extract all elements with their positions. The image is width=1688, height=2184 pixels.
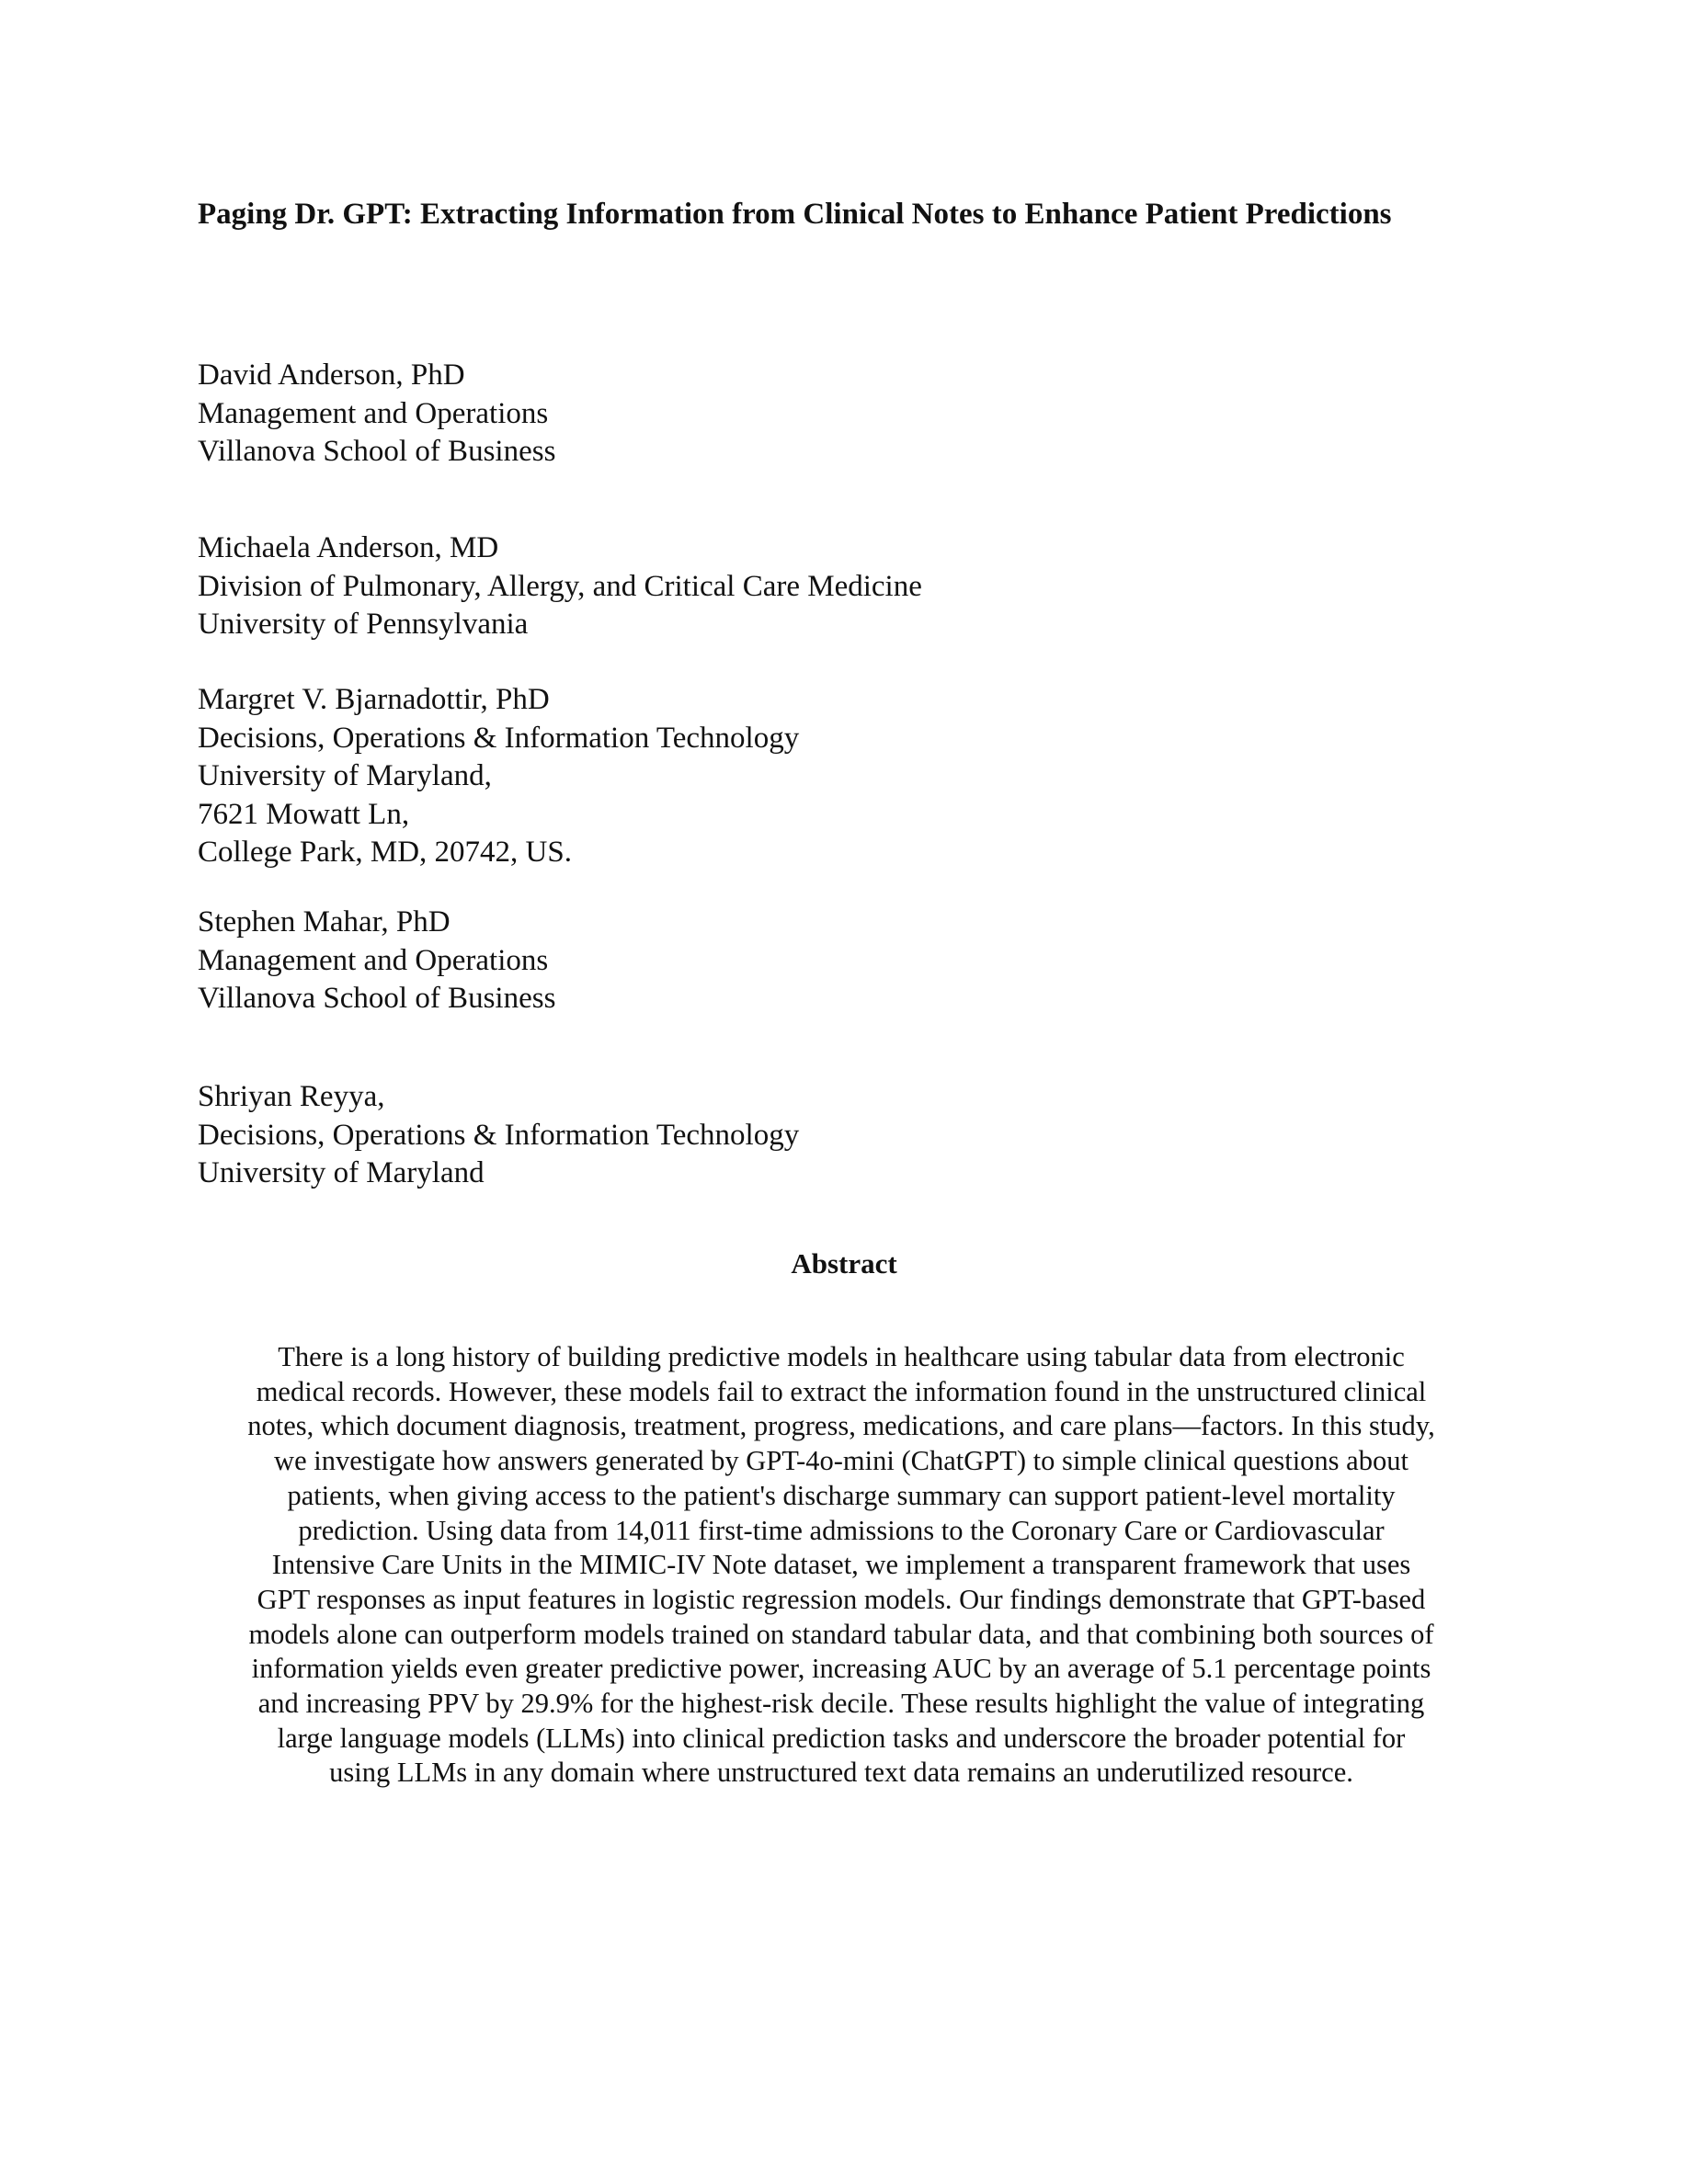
author-block-2 bbox=[198, 529, 922, 644]
abstract-line: and increasing PPV by 29.9% for the highest-risk decile. These results highlight the value of integrating bbox=[257, 1688, 1425, 1720]
paper-title: Paging Dr. GPT: Extracting Information from Clinical Notes to Enhance Patient Predictions bbox=[198, 198, 1392, 231]
author-block-1 bbox=[198, 357, 555, 472]
author-name: Shriyan Reyya, bbox=[198, 1080, 385, 1113]
abstract-line: notes, which document diagnosis, treatment, progress, medications, and care plans—factors. In this study, bbox=[247, 1410, 1435, 1442]
abstract-line: using LLMs in any domain where unstructured text data remains an underutilized resource. bbox=[329, 1757, 1353, 1789]
abstract-heading: Abstract bbox=[791, 1247, 897, 1280]
author-block-5 bbox=[198, 1078, 799, 1193]
author-block-4 bbox=[198, 904, 555, 1018]
author-block-3 bbox=[198, 681, 799, 872]
author-institution: Villanova School of Business bbox=[198, 435, 556, 468]
abstract-line: prediction. Using data from 14,011 first-time admissions to the Coronary Care or Cardiovascular bbox=[298, 1514, 1385, 1546]
abstract-line: models alone can outperform models trained on standard tabular data, and that combining both sources of bbox=[248, 1618, 1434, 1650]
abstract-line: information yields even greater predictive power, increasing AUC by an average of 5.1 percentage points bbox=[251, 1653, 1431, 1685]
author-name: Michaela Anderson, MD bbox=[198, 531, 499, 564]
author-department: Decisions, Operations & Information Technology bbox=[198, 1118, 800, 1152]
author-name: David Anderson, PhD bbox=[198, 358, 465, 392]
abstract-line: medical records. However, these models fail to extract the information found in the unstructured clinical bbox=[256, 1375, 1427, 1407]
abstract-line: There is a long history of building predictive models in healthcare using tabular data from electronic bbox=[278, 1341, 1405, 1372]
abstract-body bbox=[198, 1340, 1485, 1791]
abstract-line: Intensive Care Units in the MIMIC-IV Note dataset, we implement a transparent framework that uses bbox=[271, 1549, 1411, 1581]
author-department: Management and Operations bbox=[198, 943, 549, 977]
abstract-line: we investigate how answers generated by GPT-4o-mini (ChatGPT) to simple clinical questions about bbox=[274, 1445, 1409, 1477]
author-institution: University of Pennsylvania bbox=[198, 608, 529, 641]
author-name: Stephen Mahar, PhD bbox=[198, 905, 451, 938]
author-street-address: 7621 Mowatt Ln, bbox=[198, 797, 410, 831]
author-institution: University of Maryland bbox=[198, 1156, 485, 1189]
author-department: Decisions, Operations & Information Technology bbox=[198, 721, 800, 755]
author-department: Management and Operations bbox=[198, 396, 549, 430]
abstract-line: patients, when giving access to the patient's discharge summary can support patient-level mortality bbox=[287, 1479, 1396, 1511]
author-city-address: College Park, MD, 20742, US. bbox=[198, 836, 572, 869]
author-department: Division of Pulmonary, Allergy, and Critical Care Medicine bbox=[198, 569, 922, 603]
author-institution: Villanova School of Business bbox=[198, 982, 556, 1015]
abstract-line: large language models (LLMs) into clinical prediction tasks and underscore the broader potential for bbox=[277, 1722, 1406, 1754]
author-institution: University of Maryland, bbox=[198, 759, 492, 792]
author-name: Margret V. Bjarnadottir, PhD bbox=[198, 683, 550, 716]
abstract-line: GPT responses as input features in logistic regression models. Our findings demonstrate that GPT-based bbox=[257, 1583, 1426, 1615]
